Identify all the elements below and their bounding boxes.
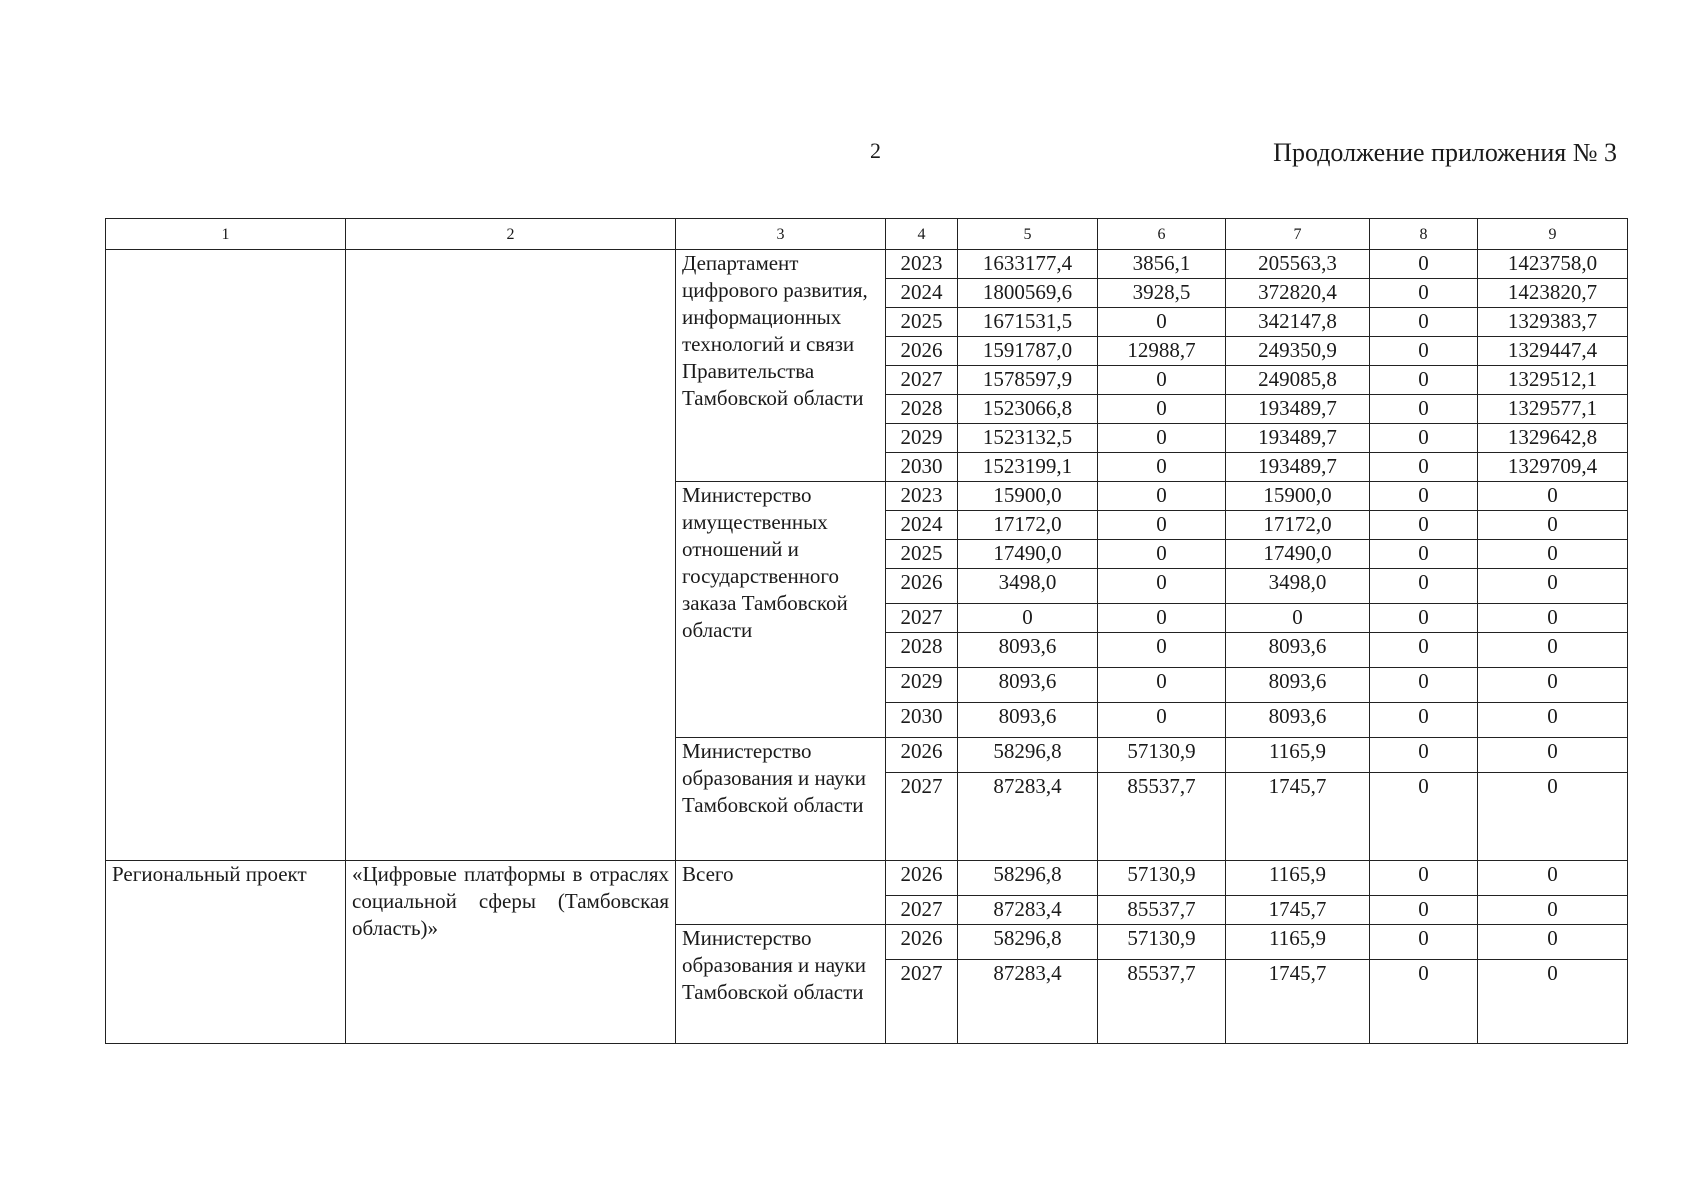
value-cell: 0 [1478, 773, 1628, 861]
value-cell: 205563,3 [1226, 250, 1370, 279]
year-cell: 2028 [886, 395, 958, 424]
value-cell: 0 [1098, 569, 1226, 604]
value-cell: 0 [1478, 540, 1628, 569]
year-cell: 2027 [886, 896, 958, 925]
value-cell: 0 [1098, 395, 1226, 424]
year-cell: 2030 [886, 703, 958, 738]
table-row [106, 250, 1628, 279]
value-cell: 1165,9 [1226, 925, 1370, 960]
year-cell: 2024 [886, 279, 958, 308]
year-cell: 2029 [886, 424, 958, 453]
value-cell: 0 [1098, 482, 1226, 511]
value-cell: 0 [1478, 604, 1628, 633]
value-cell: 0 [1370, 703, 1478, 738]
value-cell: 3928,5 [1098, 279, 1226, 308]
value-cell: 57130,9 [1098, 861, 1226, 896]
value-cell: 0 [958, 604, 1098, 633]
value-cell: 0 [1370, 279, 1478, 308]
value-cell: 0 [1370, 337, 1478, 366]
value-cell: 0 [1370, 773, 1478, 861]
value-cell: 0 [1478, 925, 1628, 960]
value-cell: 1329512,1 [1478, 366, 1628, 395]
value-cell: 8093,6 [958, 668, 1098, 703]
project-name-cell: «Цифровые платформы в отраслях социальной сферы (Тамбовская область)» [346, 861, 676, 1044]
value-cell: 0 [1370, 925, 1478, 960]
value-cell: 0 [1478, 960, 1628, 1044]
value-cell: 1423820,7 [1478, 279, 1628, 308]
value-cell: 1800569,6 [958, 279, 1098, 308]
column-header: 7 [1226, 219, 1370, 250]
entity-cell: Всего [676, 861, 886, 925]
value-cell: 17172,0 [1226, 511, 1370, 540]
value-cell: 0 [1098, 511, 1226, 540]
value-cell: 0 [1098, 453, 1226, 482]
value-cell: 249085,8 [1226, 366, 1370, 395]
year-cell: 2025 [886, 540, 958, 569]
value-cell: 0 [1370, 395, 1478, 424]
entity-cell: Министерство образования и науки Тамбовской области [676, 925, 886, 1044]
budget-table [105, 218, 1628, 1044]
value-cell: 1165,9 [1226, 738, 1370, 773]
year-cell: 2026 [886, 569, 958, 604]
value-cell: 1329709,4 [1478, 453, 1628, 482]
value-cell: 1423758,0 [1478, 250, 1628, 279]
value-cell: 0 [1370, 738, 1478, 773]
value-cell: 87283,4 [958, 896, 1098, 925]
value-cell: 0 [1226, 604, 1370, 633]
value-cell: 12988,7 [1098, 337, 1226, 366]
year-cell: 2028 [886, 633, 958, 668]
year-cell: 2025 [886, 308, 958, 337]
entity-cell: Министерство образования и науки Тамбовской области [676, 738, 886, 861]
value-cell: 0 [1098, 308, 1226, 337]
value-cell: 0 [1478, 703, 1628, 738]
value-cell: 58296,8 [958, 738, 1098, 773]
column-header: 1 [106, 219, 346, 250]
value-cell: 8093,6 [958, 633, 1098, 668]
year-cell: 2027 [886, 366, 958, 395]
value-cell: 1745,7 [1226, 960, 1370, 1044]
value-cell: 17172,0 [958, 511, 1098, 540]
value-cell: 0 [1098, 633, 1226, 668]
page-number: 2 [870, 138, 881, 163]
value-cell: 17490,0 [1226, 540, 1370, 569]
value-cell: 57130,9 [1098, 738, 1226, 773]
value-cell: 0 [1478, 861, 1628, 896]
column-header: 8 [1370, 219, 1478, 250]
value-cell: 0 [1478, 668, 1628, 703]
value-cell: 85537,7 [1098, 773, 1226, 861]
value-cell: 193489,7 [1226, 453, 1370, 482]
column-header: 5 [958, 219, 1098, 250]
value-cell: 1745,7 [1226, 773, 1370, 861]
column-header: 4 [886, 219, 958, 250]
year-cell: 2024 [886, 511, 958, 540]
value-cell: 1165,9 [1226, 861, 1370, 896]
value-cell: 249350,9 [1226, 337, 1370, 366]
year-cell: 2030 [886, 453, 958, 482]
value-cell: 8093,6 [1226, 703, 1370, 738]
program-type-cell [106, 250, 346, 861]
year-cell: 2023 [886, 482, 958, 511]
value-cell: 1523199,1 [958, 453, 1098, 482]
value-cell: 372820,4 [1226, 279, 1370, 308]
value-cell: 58296,8 [958, 861, 1098, 896]
value-cell: 3498,0 [958, 569, 1098, 604]
value-cell: 0 [1370, 482, 1478, 511]
value-cell: 0 [1098, 366, 1226, 395]
entity-cell: Министерство имущественных отношений и государственного заказа Тамбовской области [676, 482, 886, 738]
value-cell: 342147,8 [1226, 308, 1370, 337]
value-cell: 0 [1370, 668, 1478, 703]
value-cell: 87283,4 [958, 960, 1098, 1044]
value-cell: 0 [1098, 703, 1226, 738]
value-cell: 0 [1098, 668, 1226, 703]
value-cell: 0 [1478, 738, 1628, 773]
column-header: 2 [346, 219, 676, 250]
value-cell: 0 [1370, 960, 1478, 1044]
value-cell: 0 [1370, 250, 1478, 279]
value-cell: 1578597,9 [958, 366, 1098, 395]
column-header: 3 [676, 219, 886, 250]
column-header: 9 [1478, 219, 1628, 250]
value-cell: 0 [1478, 569, 1628, 604]
value-cell: 87283,4 [958, 773, 1098, 861]
value-cell: 1671531,5 [958, 308, 1098, 337]
table-row [106, 861, 1628, 896]
value-cell: 0 [1370, 604, 1478, 633]
value-cell: 0 [1098, 604, 1226, 633]
year-cell: 2029 [886, 668, 958, 703]
entity-cell: Департамент цифрового развития, информационных технологий и связи Правительства Тамбовской области [676, 250, 886, 482]
value-cell: 1633177,4 [958, 250, 1098, 279]
year-cell: 2027 [886, 773, 958, 861]
page-title: Продолжение приложения № 3 [1273, 138, 1617, 167]
value-cell: 85537,7 [1098, 896, 1226, 925]
value-cell: 1523066,8 [958, 395, 1098, 424]
value-cell: 0 [1370, 511, 1478, 540]
value-cell: 3498,0 [1226, 569, 1370, 604]
value-cell: 8093,6 [958, 703, 1098, 738]
value-cell: 0 [1478, 482, 1628, 511]
value-cell: 1745,7 [1226, 896, 1370, 925]
value-cell: 1329577,1 [1478, 395, 1628, 424]
value-cell: 57130,9 [1098, 925, 1226, 960]
value-cell: 58296,8 [958, 925, 1098, 960]
value-cell: 1329447,4 [1478, 337, 1628, 366]
value-cell: 8093,6 [1226, 633, 1370, 668]
value-cell: 0 [1478, 633, 1628, 668]
project-type-cell: Региональный проект [106, 861, 346, 1044]
value-cell: 0 [1370, 569, 1478, 604]
column-header: 6 [1098, 219, 1226, 250]
value-cell: 3856,1 [1098, 250, 1226, 279]
year-cell: 2026 [886, 861, 958, 896]
year-cell: 2026 [886, 925, 958, 960]
value-cell: 0 [1098, 540, 1226, 569]
value-cell: 0 [1370, 308, 1478, 337]
value-cell: 17490,0 [958, 540, 1098, 569]
value-cell: 0 [1370, 366, 1478, 395]
value-cell: 1329642,8 [1478, 424, 1628, 453]
value-cell: 0 [1370, 424, 1478, 453]
year-cell: 2027 [886, 960, 958, 1044]
year-cell: 2026 [886, 738, 958, 773]
program-name-cell [346, 250, 676, 861]
value-cell: 0 [1370, 896, 1478, 925]
value-cell: 15900,0 [1226, 482, 1370, 511]
value-cell: 0 [1370, 861, 1478, 896]
year-cell: 2023 [886, 250, 958, 279]
value-cell: 8093,6 [1226, 668, 1370, 703]
value-cell: 193489,7 [1226, 424, 1370, 453]
value-cell: 85537,7 [1098, 960, 1226, 1044]
value-cell: 0 [1370, 453, 1478, 482]
year-cell: 2026 [886, 337, 958, 366]
value-cell: 0 [1478, 511, 1628, 540]
value-cell: 0 [1478, 896, 1628, 925]
value-cell: 1591787,0 [958, 337, 1098, 366]
year-cell: 2027 [886, 604, 958, 633]
column-number-row [106, 219, 1628, 250]
value-cell: 1523132,5 [958, 424, 1098, 453]
value-cell: 0 [1098, 424, 1226, 453]
value-cell: 193489,7 [1226, 395, 1370, 424]
value-cell: 0 [1370, 633, 1478, 668]
value-cell: 0 [1370, 540, 1478, 569]
value-cell: 15900,0 [958, 482, 1098, 511]
value-cell: 1329383,7 [1478, 308, 1628, 337]
